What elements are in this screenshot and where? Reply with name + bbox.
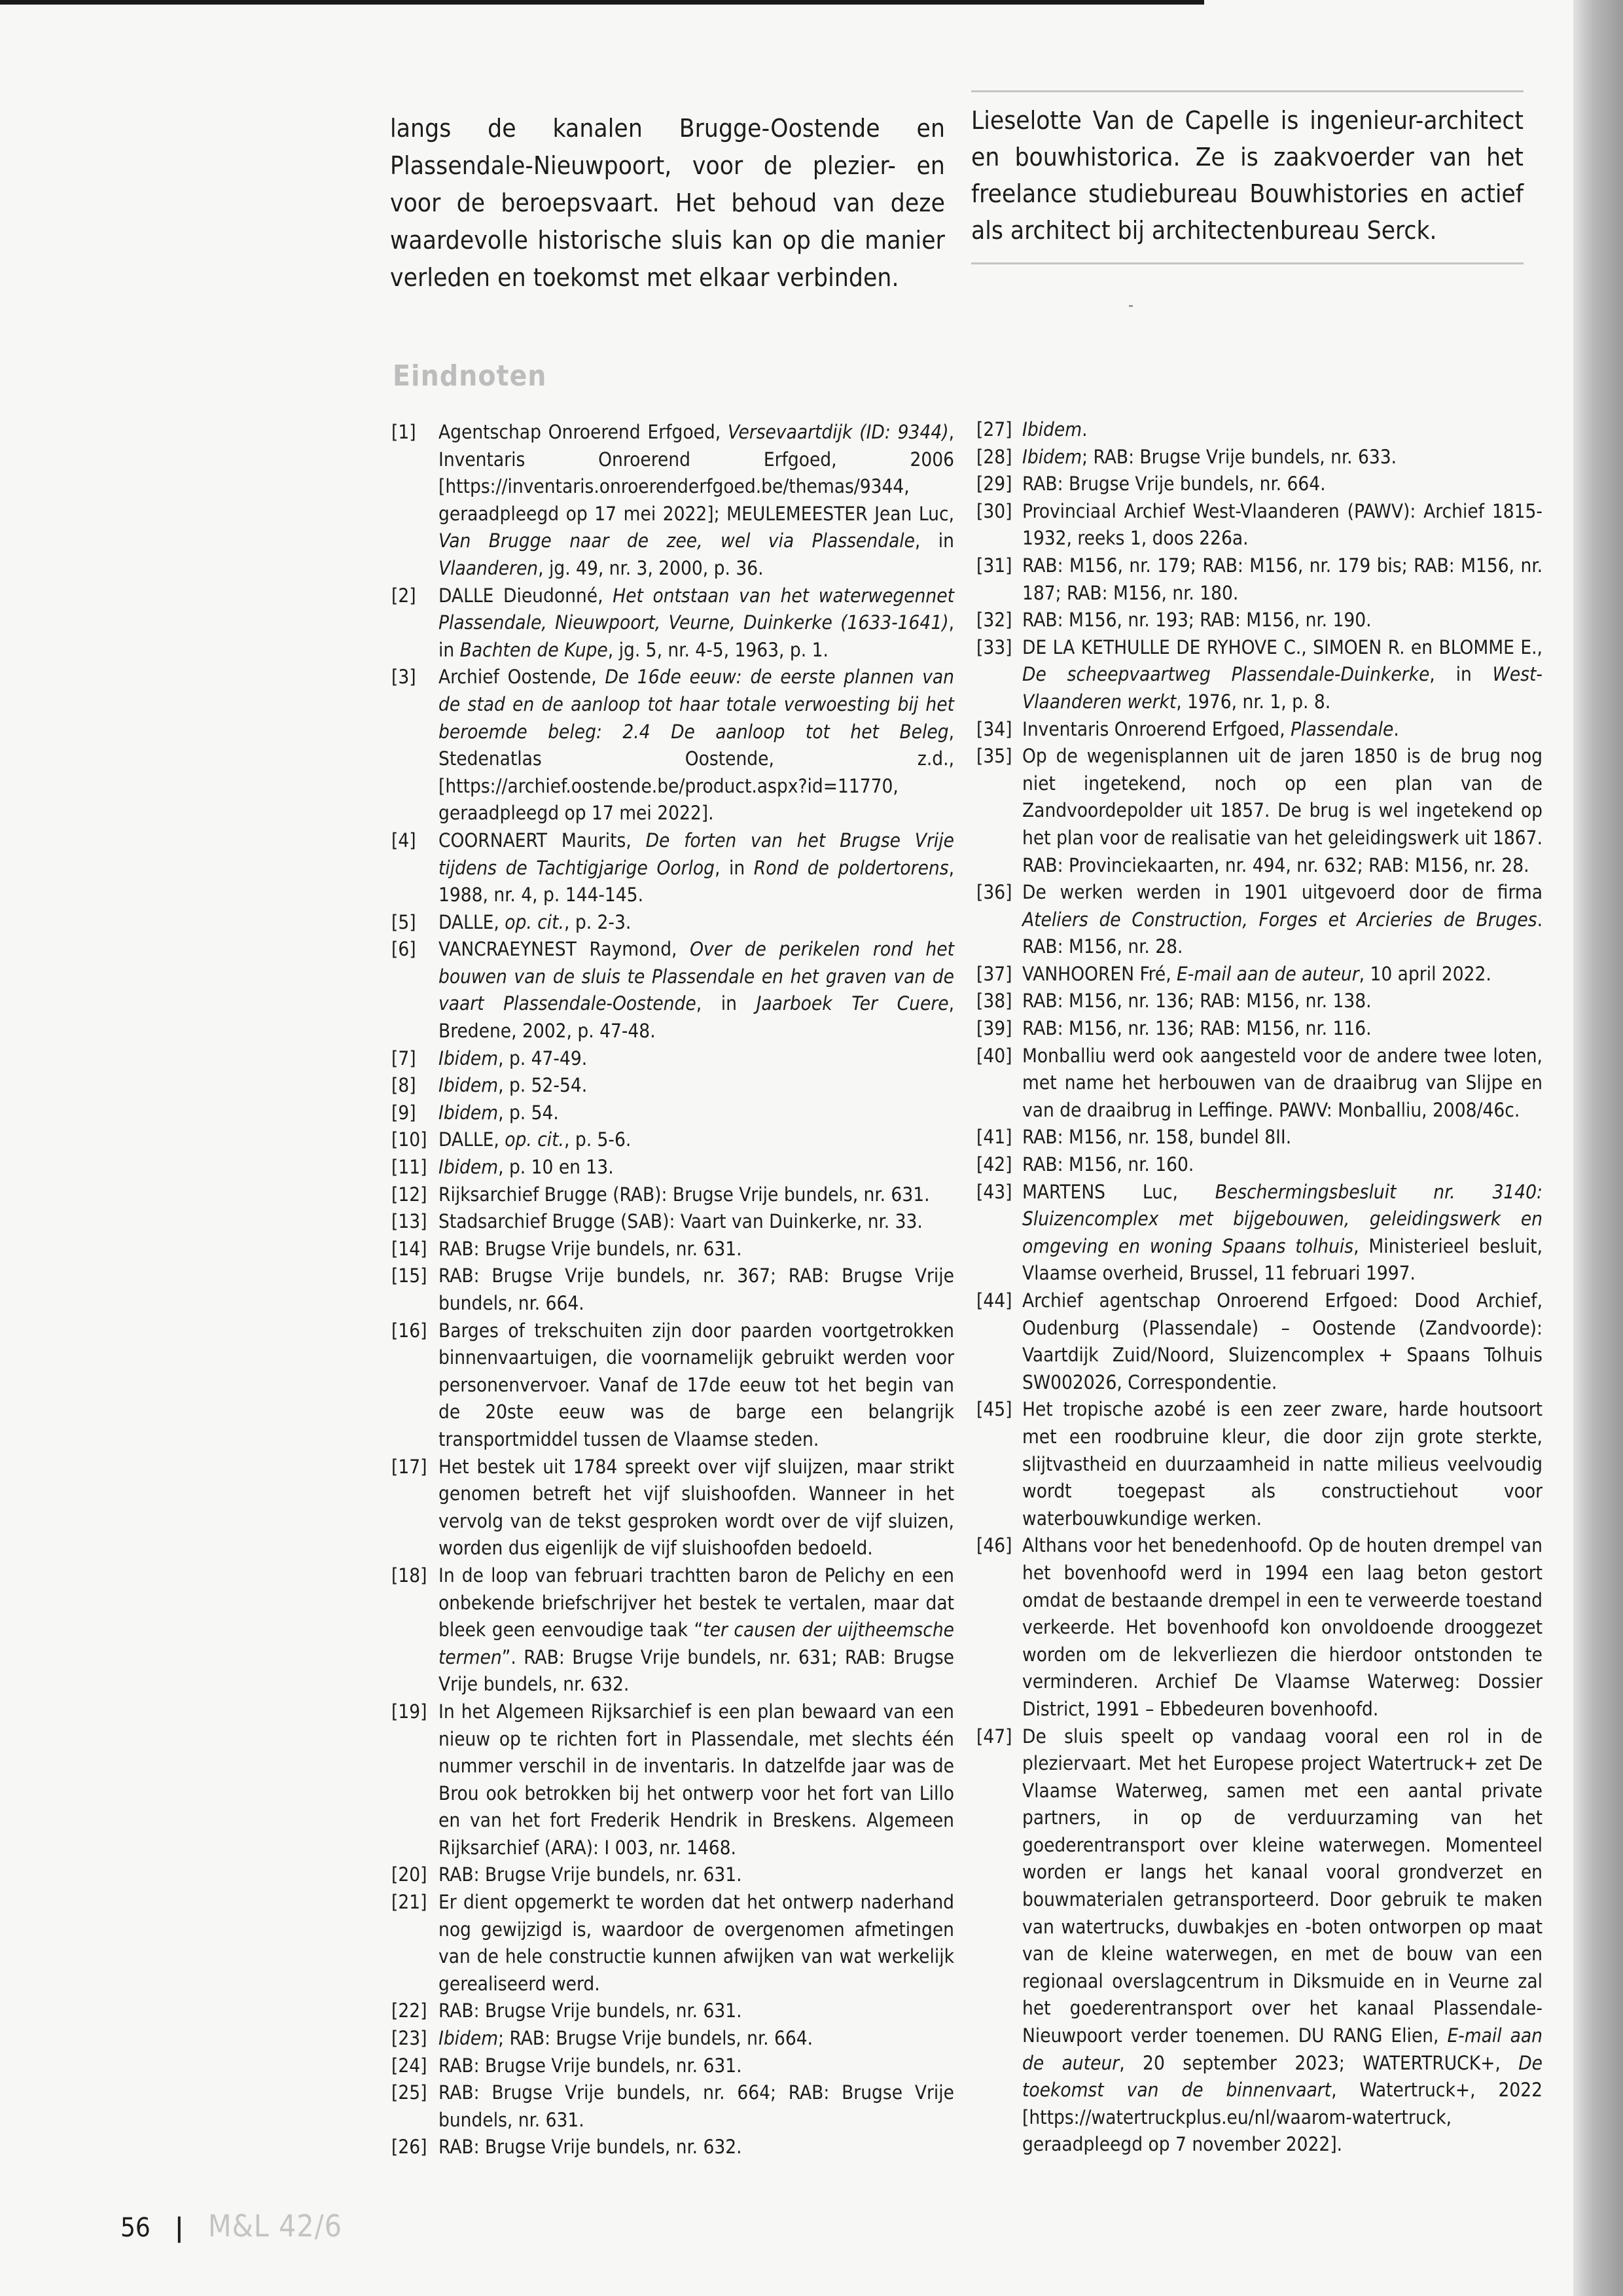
endnote-number: [37]	[976, 962, 1012, 985]
endnote	[391, 1454, 954, 1562]
endnote	[976, 1723, 1543, 2159]
endnote-text: Het tropische azobé is een zeer zware, harde houtsoort met een roodbruine kleur, die door zijn grote sterkte, slijtvastheid en duurzaamheid in natte milieus veelvoudig wordt toegepast als constructiehout voor waterbouwkundige werken.	[1022, 1398, 1543, 1530]
endnote-text: De sluis speelt op vandaag vooral een rol in de pleziervaart. Met het Europese project Watertruck+ zet De Vlaamse Waterweg, samen met een aantal private partners, in op de verduurzaming van het goederentransport over kleine waterwegen. Momenteel worden er langs het kanaal vooral grondverzet en bouwmaterialen getransporteerd. Door gebruik te maken van watertrucks, duwbakjes en -boten ontworpen op maat van de kleine waterwegen, en met de bouw van een regionaal overslagcentrum in Diksmuide en in Veurne zal het goederentransport over het kanaal Plassendale-Nieuwpoort verder toenemen. DU RANG Elien, E-mail aan de auteur, 20 september 2023; WATERTRUCK+, De toekomst van de binnenvaart, Watertruck+, 2022 [https://watertruckplus.eu/nl/waarom-watertruck, geraadpleegd op 7 november 2022].	[1022, 1725, 1543, 2156]
endnote-text: RAB: Brugse Vrije bundels, nr. 631.	[438, 2000, 742, 2022]
endnote	[391, 1045, 954, 1073]
section-title: Eindnoten	[393, 359, 547, 393]
endnote-number: [21]	[391, 1891, 427, 1914]
endnote-text: RAB: Brugse Vrije bundels, nr. 632.	[438, 2136, 742, 2159]
endnote-number: [4]	[391, 829, 416, 852]
endnote-text: Ibidem; RAB: Brugse Vrije bundels, nr. 633.	[1022, 445, 1397, 468]
endnote	[391, 1181, 954, 1209]
endnote-text: Ibidem, p. 54.	[438, 1101, 559, 1124]
endnote-number: [42]	[976, 1153, 1012, 1176]
endnote	[391, 1100, 954, 1127]
endnotes-left-column	[391, 419, 954, 2161]
endnote-number: [19]	[391, 1700, 427, 1723]
endnote	[976, 416, 1543, 444]
endnote	[391, 1998, 954, 2025]
endnote	[391, 2134, 954, 2161]
endnote-number: [3]	[391, 666, 416, 689]
endnote-text: Ibidem; RAB: Brugse Vrije bundels, nr. 664.	[438, 2027, 813, 2050]
endnote-number: [9]	[391, 1101, 416, 1124]
endnote-number: [16]	[391, 1319, 427, 1342]
endnote	[391, 1889, 954, 1998]
page-footer	[120, 2208, 342, 2244]
endnote	[391, 1698, 954, 1862]
endnote-text: DE LA KETHULLE DE RYHOVE C., SIMOEN R. en BLOMME E., De scheepvaartweg Plassendale-Duinkerke, in West-Vlaanderen werkt, 1976, nr. 1, p. 8.	[1022, 636, 1543, 713]
endnote	[976, 743, 1543, 879]
endnote	[976, 1015, 1543, 1043]
endnote-number: [1]	[391, 421, 416, 443]
endnote-number: [43]	[976, 1180, 1012, 1203]
endnote	[391, 909, 954, 937]
endnote-text: DALLE Dieudonné, Het ontstaan van het waterwegennet Plassendale, Nieuwpoort, Veurne, Duinkerke (1633-1641), in Bachten de Kupe, jg. 5, nr. 4-5, 1963, p. 1.	[438, 584, 954, 661]
endnote	[391, 2079, 954, 2134]
endnote	[391, 827, 954, 909]
page-number: 56	[120, 2213, 151, 2243]
endnote-text: RAB: Brugse Vrije bundels, nr. 367; RAB: Brugse Vrije bundels, nr. 664.	[438, 1265, 954, 1314]
endnote	[391, 1318, 954, 1454]
endnote	[976, 1532, 1543, 1723]
endnote-number: [12]	[391, 1183, 427, 1206]
endnote-text: RAB: M156, nr. 158, bundel 8II.	[1022, 1126, 1292, 1149]
endnote-number: [11]	[391, 1156, 427, 1179]
endnote	[391, 419, 954, 583]
endnote-number: [28]	[976, 445, 1012, 468]
endnote-number: [34]	[976, 717, 1012, 740]
endnote	[976, 988, 1543, 1015]
endnotes-right-column	[976, 416, 1543, 2159]
endnote	[976, 879, 1543, 961]
endnote-text: Provinciaal Archief West-Vlaanderen (PAWV): Archief 1815-1932, reeks 1, doos 226a.	[1022, 499, 1543, 550]
endnote-number: [45]	[976, 1398, 1012, 1421]
endnote-text: RAB: Brugse Vrije bundels, nr. 631.	[438, 1863, 742, 1886]
endnote-number: [44]	[976, 1289, 1012, 1312]
intro-paragraph: langs de kanalen Brugge-Oostende en Plassendale-Nieuwpoort, voor de plezier- en voor de beroepsvaart. Het behoud van deze waardevolle historische sluis kan op die manier verleden en toekomst met elkaar verbinden.	[390, 114, 945, 293]
endnote	[976, 1043, 1543, 1124]
endnote	[976, 716, 1543, 744]
endnote	[976, 1124, 1543, 1151]
journal-issue: M&L 42/6	[207, 2208, 342, 2244]
endnote-number: [29]	[976, 473, 1012, 495]
endnote-text: RAB: M156, nr. 179; RAB: M156, nr. 179 bis; RAB: M156, nr. 187; RAB: M156, nr. 180.	[1022, 554, 1543, 604]
endnote	[976, 498, 1543, 552]
endnote	[976, 552, 1543, 607]
endnote-text: Op de wegenisplannen uit de jaren 1850 is de brug nog niet ingetekend, noch op een plan van de Zandvoordepolder uit 1857. De brug is wel ingetekend op het plan voor de realisatie van het geleidingswerk uit 1867. RAB: Provinciekaarten, nr. 494, nr. 632; RAB: M156, nr. 28.	[1022, 745, 1543, 876]
endnote-text: Er dient opgemerkt te worden dat het ontwerp naderhand nog gewijzigd is, waardoor de overgenomen afmetingen van de hele constructie kunnen afwijken van wat werkelijk gerealiseerd werd.	[438, 1891, 954, 1995]
endnote-number: [18]	[391, 1564, 427, 1587]
endnote	[391, 1208, 954, 1236]
endnote-number: [38]	[976, 990, 1012, 1013]
endnote	[391, 1126, 954, 1154]
stray-mark	[1129, 305, 1133, 307]
endnote	[391, 2025, 954, 2053]
endnote-number: [22]	[391, 2000, 427, 2022]
endnote	[391, 1072, 954, 1100]
endnote-text: RAB: M156, nr. 136; RAB: M156, nr. 116.	[1022, 1017, 1372, 1040]
endnote-text: Stadsarchief Brugge (SAB): Vaart van Duinkerke, nr. 33.	[438, 1210, 923, 1233]
endnote-number: [20]	[391, 1863, 427, 1886]
endnote	[976, 1179, 1543, 1287]
endnote	[391, 936, 954, 1045]
endnote-text: RAB: M156, nr. 136; RAB: M156, nr. 138.	[1022, 990, 1372, 1013]
endnote-text: Inventaris Onroerend Erfgoed, Plassendale.	[1022, 717, 1399, 740]
endnote	[976, 444, 1543, 471]
endnote	[976, 961, 1543, 988]
endnote	[976, 634, 1543, 716]
endnote-text: Ibidem, p. 10 en 13.	[438, 1156, 614, 1179]
endnote-number: [33]	[976, 636, 1012, 658]
endnote-number: [46]	[976, 1534, 1012, 1557]
endnote-text: RAB: Brugse Vrije bundels, nr. 631.	[438, 2054, 742, 2077]
endnote-text: RAB: Brugse Vrije bundels, nr. 631.	[438, 1237, 742, 1260]
endnote-number: [23]	[391, 2027, 427, 2050]
endnote-number: [39]	[976, 1017, 1012, 1040]
endnote-text: DALLE, op. cit., p. 5-6.	[438, 1128, 632, 1151]
endnote-number: [7]	[391, 1047, 416, 1069]
endnote-text: In de loop van februari trachtten baron de Pelichy en een onbekende briefschrijver het bestek te vertalen, maar dat bleek geen eenvoudige taak “ter causen der uijtheemsche termen”. RAB: Brugse Vrije bundels, nr. 631; RAB: Brugse Vrije bundels, nr. 632.	[438, 1564, 954, 1696]
endnote-number: [6]	[391, 938, 416, 961]
endnote	[391, 1562, 954, 1698]
endnote-text: Monballiu werd ook aangesteld voor de andere twee loten, met name het herbouwen van de draaibrug van Slijpe en van de draaibrug in Leffinge. PAWV: Monballiu, 2008/46c.	[1022, 1044, 1543, 1121]
author-bio: Lieselotte Van de Capelle is ingenieur-architect en bouwhistorica. Ze is zaakvoerder van het freelance studiebureau Bouwhistories en actief als architect bij architectenbureau Serck.	[971, 90, 1524, 264]
endnote	[976, 607, 1543, 634]
endnote-number: [27]	[976, 418, 1012, 440]
endnote	[391, 1861, 954, 1889]
endnote-text: De werken werden in 1901 uitgevoerd door de firma Ateliers de Construction, Forges et Arcieries de Bruges. RAB: M156, nr. 28.	[1022, 881, 1543, 958]
endnote-text: RAB: Brugse Vrije bundels, nr. 664.	[1022, 473, 1326, 495]
endnote-text: Ibidem, p. 52-54.	[438, 1074, 588, 1097]
endnote	[976, 1151, 1543, 1179]
endnote-number: [2]	[391, 584, 416, 607]
endnote-number: [32]	[976, 609, 1012, 632]
top-edge-bar	[0, 0, 1204, 5]
endnote-text: VANCRAEYNEST Raymond, Over de perikelen rond het bouwen van de sluis te Plassendale en het graven van de vaart Plassendale-Oostende, in Jaarboek Ter Cuere, Bredene, 2002, p. 47-48.	[438, 938, 954, 1043]
endnote-number: [10]	[391, 1128, 427, 1151]
endnote-text: Agentschap Onroerend Erfgoed, Versevaartdijk (ID: 9344), Inventaris Onroerend Erfgoed, 2006 [https://inventaris.onroerenderfgoed.be/themas/9344, geraadpleegd op 17 mei 2022]; MEULEMEESTER Jean Luc, Van Brugge naar de zee, wel via Plassendale, in Vlaanderen, jg. 49, nr. 3, 2000, p. 36.	[438, 421, 954, 579]
endnote-number: [13]	[391, 1210, 427, 1233]
footer-separator: |	[175, 2213, 184, 2243]
endnote-number: [41]	[976, 1126, 1012, 1149]
endnote	[391, 2053, 954, 2080]
endnote-text: DALLE, op. cit., p. 2-3.	[438, 910, 632, 933]
endnote-text: RAB: Brugse Vrije bundels, nr. 664; RAB: Brugse Vrije bundels, nr. 631.	[438, 2081, 954, 2131]
endnote-number: [31]	[976, 554, 1012, 577]
endnote	[976, 471, 1543, 498]
endnote-text: Ibidem, p. 47-49.	[438, 1047, 588, 1069]
endnote-number: [15]	[391, 1265, 427, 1287]
endnote	[391, 1154, 954, 1181]
endnote	[391, 1236, 954, 1263]
endnote-text: Archief Oostende, De 16de eeuw: de eerste plannen van de stad en de aanloop tot haar totale verwoesting bij het beroemde beleg: 2.4 De aanloop tot het Beleg, Stedenatlas Oostende, z.d., [https://archief.oostende.be/product.aspx?id=11770, geraadpleegd op 17 mei 2022].	[438, 666, 954, 825]
endnote-number: [17]	[391, 1455, 427, 1478]
endnote	[391, 664, 954, 827]
endnote	[391, 583, 954, 664]
endnote-number: [26]	[391, 2136, 427, 2159]
endnote-number: [47]	[976, 1725, 1012, 1748]
endnote	[976, 1396, 1543, 1532]
endnote-text: MARTENS Luc, Beschermingsbesluit nr. 3140: Sluizencomplex met bijgebouwen, geleidingswerk en omgeving en woning Spaans tolhuis, Ministerieel besluit, Vlaamse overheid, Brussel, 11 februari 1997.	[1022, 1180, 1543, 1285]
endnote-number: [8]	[391, 1074, 416, 1097]
endnote-text: Archief agentschap Onroerend Erfgoed: Dood Archief, Oudenburg (Plassendale) – Oostende (Zandvoorde): Vaartdijk Zuid/Noord, Sluizencomplex + Spaans Tolhuis SW002026, Correspondentie.	[1022, 1289, 1543, 1393]
endnote-text: In het Algemeen Rijksarchief is een plan bewaard van een nieuw op te richten fort in Plassendale, met slechts één nummer verschil in de inventaris. In datzelfde jaar was de Brou ook betrokken bij het ontwerp voor het fort van Lillo en van het fort Frederik Hendrik in Breskens. Algemeen Rijksarchief (ARA): I 003, nr. 1468.	[438, 1700, 954, 1859]
endnote-text: Rijksarchief Brugge (RAB): Brugse Vrije bundels, nr. 631.	[438, 1183, 930, 1206]
endnote-number: [35]	[976, 745, 1012, 768]
endnote-text: RAB: M156, nr. 160.	[1022, 1153, 1194, 1176]
endnote-text: Barges of trekschuiten zijn door paarden voortgetrokken binnenvaartuigen, die voornamelijk gebruikt werden voor personenvervoer. Vanaf de 17de eeuw tot het begin van de 20ste eeuw was de barge een belangrijk transportmiddel tussen de Vlaamse steden.	[438, 1319, 954, 1450]
endnote-text: Het bestek uit 1784 spreekt over vijf sluijzen, maar strikt genomen betreft het vijf sluishoofden. Wanneer in het vervolg van de tekst gesproken wordt over de vijf sluizen, worden dus eigenlijk de vijf sluishoofden bedoeld.	[438, 1455, 954, 1560]
endnote-number: [40]	[976, 1044, 1012, 1067]
endnote-text: RAB: M156, nr. 193; RAB: M156, nr. 190.	[1022, 609, 1372, 632]
endnote-text: VANHOOREN Fré, E-mail aan de auteur, 10 april 2022.	[1022, 962, 1491, 985]
endnote-text: COORNAERT Maurits, De forten van het Brugse Vrije tijdens de Tachtigjarige Oorlog, in Rond de poldertorens, 1988, nr. 4, p. 144-145.	[438, 829, 954, 906]
page-edge-shadow	[1573, 0, 1623, 2296]
endnote-number: [24]	[391, 2054, 427, 2077]
endnote-text: Althans voor het benedenhoofd. Op de houten drempel van het bovenhoofd werd in 1994 een laag beton gestort omdat de bestaande drempel in een te verweerde toestand verkeerde. Het bovenhoofd kon onvoldoende drooggezet worden om de lekverliezen die hierdoor ontstonden te verminderen. Archief De Vlaamse Waterweg: Dossier District, 1991 – Ebbedeuren bovenhoofd.	[1022, 1534, 1543, 1720]
endnote	[391, 1263, 954, 1317]
endnote-number: [30]	[976, 499, 1012, 522]
endnote-number: [36]	[976, 881, 1012, 904]
endnote	[976, 1287, 1543, 1396]
endnote-number: [25]	[391, 2081, 427, 2104]
endnote-number: [5]	[391, 910, 416, 933]
endnote-number: [14]	[391, 1237, 427, 1260]
endnote-text: Ibidem.	[1022, 418, 1088, 440]
